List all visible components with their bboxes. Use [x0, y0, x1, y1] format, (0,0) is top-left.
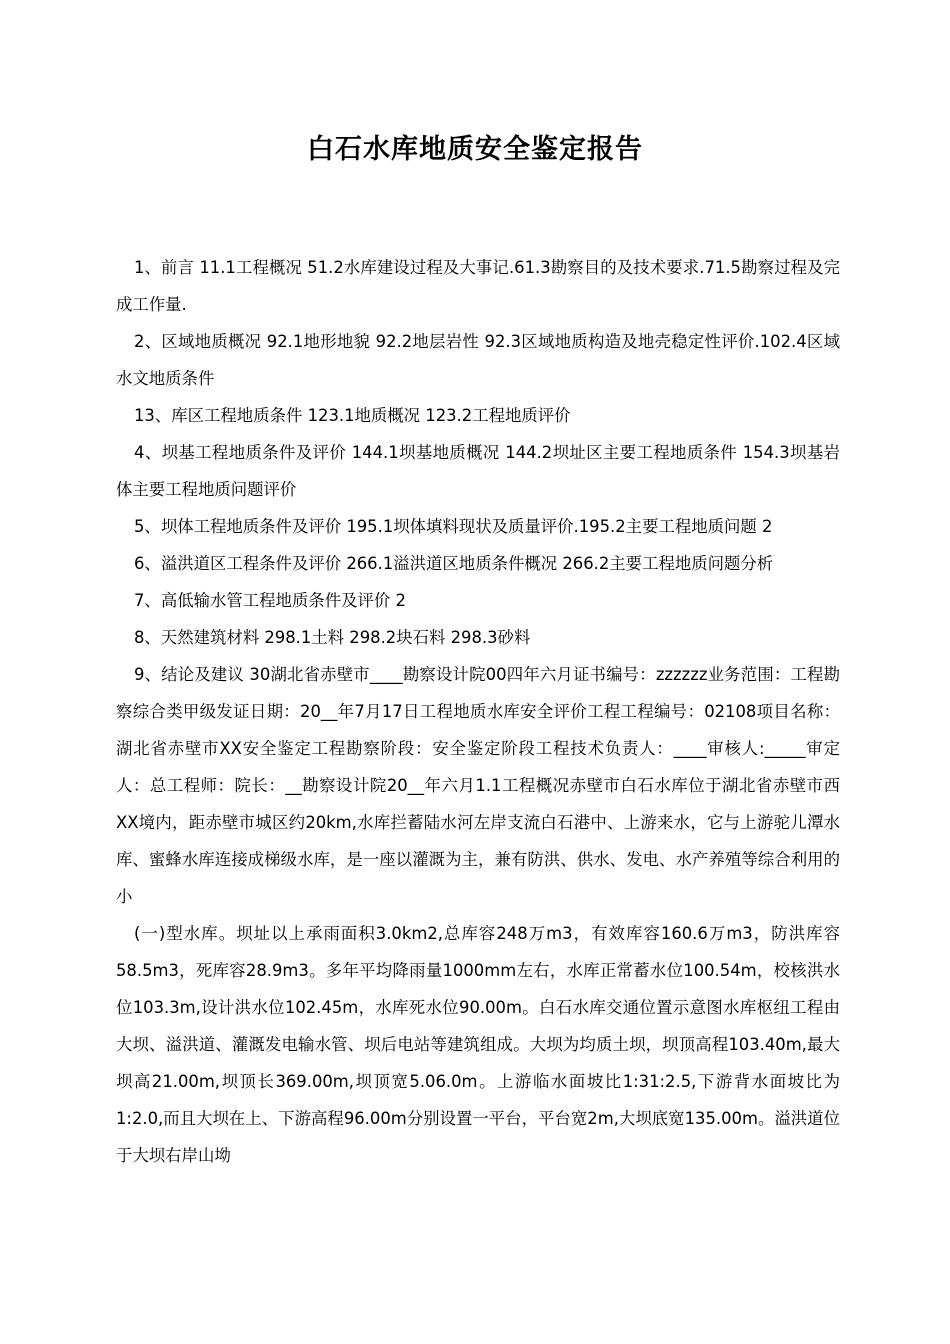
toc-paragraph-8: 8、天然建筑材料 298.1土料 298.2块石料 298.3砂料 — [134, 628, 531, 647]
toc-paragraph-4: 4、坝基工程地质条件及评价 144.1坝基地质概况 144.2坝址区主要工程地质条件 154.3坝基岩体主要工程地质问题评价 — [116, 443, 840, 499]
toc-paragraph-3: 13、库区工程地质条件 123.1地质概况 123.2工程地质评价 — [134, 406, 571, 425]
body-paragraph-reservoir: (一)型水库。坝址以上承雨面积3.0km2,总库容248万m3，有效库容160.6万m3，防洪库容58.5m3，死库容28.9m3。多年平均降雨量1000mm左右，水库正常蓄水位100.54m，校核洪水位103.3m,设计洪水位102.45m，水库死水位90.00m。白石水库交通位置示意图水库枢纽工程由大坝、溢洪道、灌溉发电输水管、坝后电站等建筑组成。大坝为均质土坝，坝顶高程103.40m,最大坝高21.00m,坝顶长369.00m,坝顶宽5.06.0m。上游临水面坡比1:31:2.5,下游背水面坡比为1:2.0,而且大坝在上、下游高程96.00m分别设置一平台，平台宽2m,大坝底宽135.00m。溢洪道位于大坝右岸山坳 — [116, 924, 840, 1165]
document-body — [116, 249, 840, 1174]
body-paragraph-conclusion: 9、结论及建议 30湖北省赤壁市____勘察设计院00四年六月证书编号：zzzzzz业务范围：工程勘察综合类甲级发证日期：20__年7月17日工程地质水库安全评价工程工程编号：02108项目名称：湖北省赤壁市XX安全鉴定工程勘察阶段：安全鉴定阶段工程技术负责人：____审核人:_____审定人：总工程师：院长：__勘察设计院20__年六月1.1工程概况赤壁市白石水库位于湖北省赤壁市西XX境内，距赤壁市城区约20km,水库拦蓄陆水河左岸支流白石港中、上游来水，它与上游驼儿潭水库、蜜蜂水库连接成梯级水库，是一座以灌溉为主，兼有防洪、供水、发电、水产养殖等综合利用的小 — [116, 665, 840, 906]
toc-paragraph-1: 1、前言 11.1工程概况 51.2水库建设过程及大事记.61.3勘察目的及技术要求.71.5勘察过程及完成工作量. — [116, 258, 840, 314]
toc-paragraph-6: 6、溢洪道区工程条件及评价 266.1溢洪道区地质条件概况 266.2主要工程地质问题分析 — [134, 554, 774, 573]
toc-paragraph-2: 2、区域地质概况 92.1地形地貌 92.2地层岩性 92.3区域地质构造及地壳稳定性评价.102.4区域水文地质条件 — [116, 332, 840, 388]
document-title: 白石水库地质安全鉴定报告 — [307, 134, 643, 165]
toc-paragraph-7: 7、高低输水管工程地质条件及评价 2 — [134, 591, 406, 610]
toc-paragraph-5: 5、坝体工程地质条件及评价 195.1坝体填料现状及质量评价.195.2主要工程地质问题 2 — [134, 517, 773, 536]
